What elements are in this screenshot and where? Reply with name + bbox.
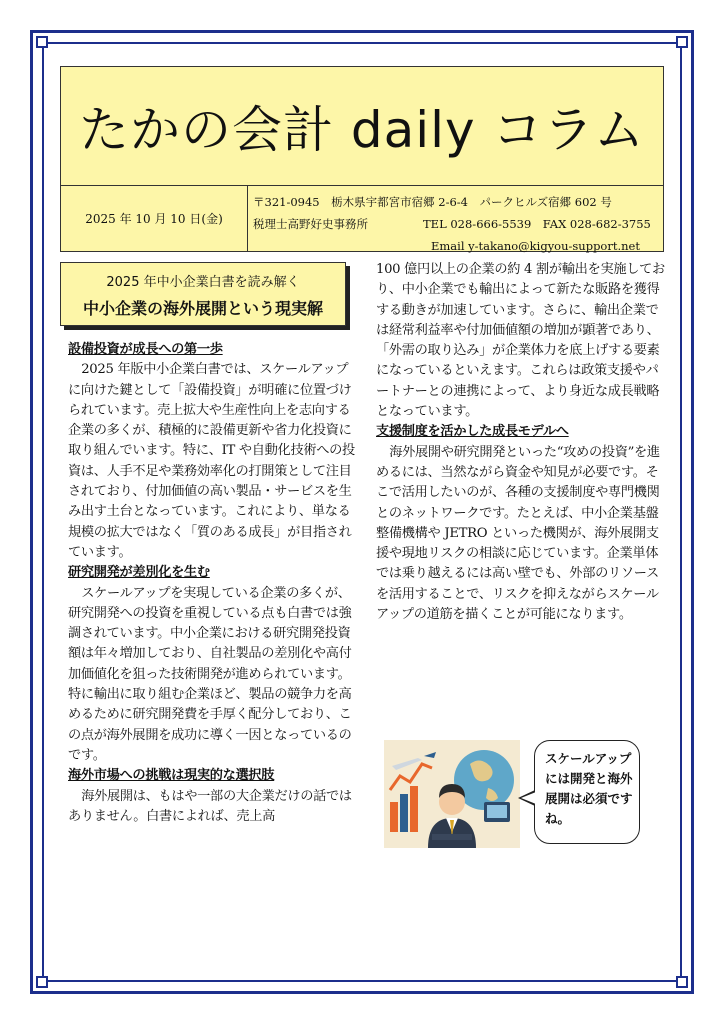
issue-date: 2025 年 10 月 10 日(金) xyxy=(85,211,223,226)
border-corner xyxy=(676,36,688,48)
section-body-continued: 100 億円以上の企業の約 4 割が輸出を実施しており、中小企業でも輸出によって新たな販路を獲得する動きが加速しています。さらに、輸出企業では経常利益率や付加価値額の増加が顕著であり、「外需の取り込み」が企業体力を底上げする要素になっているといえます。これらは政策支援やパートナーとの連携によって、より身近な成長戦略となっています。 xyxy=(376,262,665,420)
section-body: 海外展開は、もはや一部の大企業だけの話ではありません。白書によれば、売上高 xyxy=(68,788,352,824)
section-body: スケールアップを実現している企業の多くが、研究開発への投資を重視している点も白書では強調されています。中小企業における研究開発投資額は年々増加しており、自社製品の差別化や高付加価値化を狙った技術開発が進められています。特に輸出に取り組む企業ほど、製品の競争力を高めるために研究開発費を手厚く配分しており、この点が海外展開を成功に導く一因となっているのです。 xyxy=(68,585,352,763)
section-heading: 海外市場への挑戦は現実的な選択肢 xyxy=(68,768,275,784)
masthead-divider-vertical xyxy=(247,185,248,251)
section-heading: 設備投資が成長への第一歩 xyxy=(68,342,223,357)
article-column-left xyxy=(68,340,360,827)
email-address: Email y-takano@kigyou-support.net xyxy=(431,239,640,253)
tel-fax: TEL 028-666-5539 FAX 028-682-3755 xyxy=(423,217,651,231)
speech-bubble: スケールアップには開発と海外展開は必須ですね。 xyxy=(534,740,640,844)
feature-subtitle: 2025 年中小企業白書を読み解く xyxy=(106,275,300,290)
office-contact xyxy=(253,191,653,257)
feature-badge xyxy=(60,262,346,326)
newsletter-title: たかの会計 daily コラム xyxy=(78,101,646,159)
border-corner xyxy=(676,976,688,988)
masthead xyxy=(60,66,664,252)
office-name: 税理士高野好史事務所 xyxy=(253,217,368,231)
section-heading: 支援制度を活かした成長モデルへ xyxy=(376,424,569,440)
section-body: 海外展開や研究開発といった“攻めの投資”を進めるには、当然ながら資金や知見が必要です。そこで活用したいのが、各種の支援制度や専門機関とのネットワークです。たとえば、中小企業基盤整備機構や JETRO といった機関が、海外展開支援や現地リスクの相談に応じています。企業単体では乗り越えるには高い壁でも、外部のリソースを活用することで、リスクを抑えながらスケールアップの道筋を描くことが可能になります。 xyxy=(376,444,660,623)
border-corner xyxy=(36,976,48,988)
section-body: 2025 年版中小企業白書では、スケールアップに向けた鍵として「設備投資」が明確に位置づけられています。売上拡大や生産性向上を志向する企業の多くが、積極的に設備更新や省力化投資に取り組んでいます。特に、IT や自動化技術への投資は、人手不足や業務効率化の打開策として注目されており、付加価値の高い製品・サービスを生み出す土台となっています。これにより、単なる規模の拡大ではなく「質のある成長」が目指されています。 xyxy=(68,362,355,560)
section-heading: 研究開発が差別化を生む xyxy=(68,565,210,581)
postal-address: 〒321-0945 栃木県宇都宮市宿郷 2-6-4 パークヒルズ宿郷 602 号 xyxy=(253,195,612,209)
speech-bubble-tail-fill xyxy=(521,792,536,804)
article-column-right xyxy=(376,260,666,625)
feature-title: 中小企業の海外展開という現実解 xyxy=(82,299,323,318)
border-corner xyxy=(36,36,48,48)
businessman-illustration xyxy=(384,740,520,848)
